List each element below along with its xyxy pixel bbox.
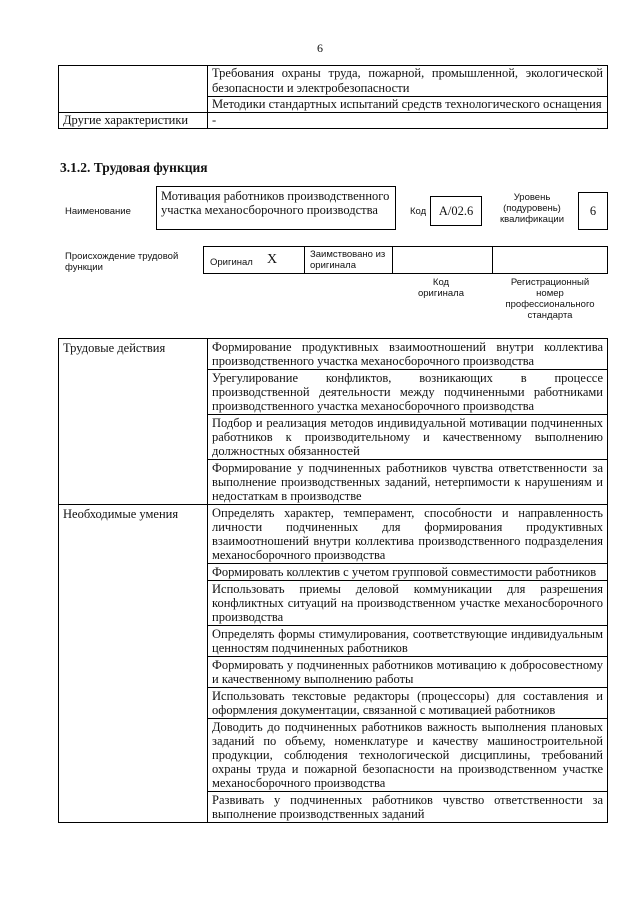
- table-cell-text: Формирование у подчиненных работников чувства ответственности за выполнение производственных заданий, нетерпимости к нарушениям и недостаткам в производстве: [208, 460, 608, 505]
- level-box: [578, 192, 608, 230]
- origin-label: Происхождение трудовой функции: [65, 251, 179, 273]
- reg-number-label: Регистрационный номер профессионального стандарта: [505, 277, 595, 321]
- table-cell-text: Подбор и реализация методов индивидуальной мотивации подчиненных работников к производительному и качественному выполнению должностных обязанностей: [208, 415, 608, 460]
- divider: [304, 247, 305, 273]
- divider: [392, 247, 393, 273]
- original-label: Оригинал: [210, 257, 253, 268]
- original-mark: X: [267, 252, 278, 267]
- borrowed-label: Заимствовано из оригинала: [310, 249, 386, 271]
- function-name-value: Мотивация работников производственного участка механосборочного производства: [161, 189, 390, 217]
- table-cell-text: Использовать приемы деловой коммуникации для разрешения конфликтных ситуаций на производственном участке механосборочного производства: [208, 581, 608, 626]
- function-code-box: [430, 196, 482, 226]
- table-row: [59, 113, 608, 129]
- code-original-label: Код оригинала: [417, 277, 464, 299]
- table-row: [59, 66, 608, 97]
- function-code-value: A/02.6: [438, 204, 474, 218]
- table-cell-text: Использовать текстовые редакторы (процессоры) для составления и оформления документации, связанной с мотивацией работников: [208, 688, 608, 719]
- table-cell-text: Урегулирование конфликтов, возникающих в процессе производственной деятельности между подчиненными работниками производственного участка механосборочного производства: [208, 370, 608, 415]
- name-label: Наименование: [65, 206, 131, 217]
- page-number: 6: [317, 41, 323, 55]
- table-cell-text: Определять характер, темперамент, способности и направленность личности подчиненных для формирования продуктивных взаимоотношений внутри коллектива производственного подразделения механосборочного производства: [208, 505, 608, 564]
- level-label: Уровень (подуровень) квалификации: [499, 192, 565, 225]
- table-cell-text: Требования охраны труда, пожарной, промышленной, экологической безопасности и электробезопасности: [208, 66, 608, 97]
- table-cell-text: Формирование продуктивных взаимоотношений внутри коллектива производственного участка механосборочного производства: [208, 339, 608, 370]
- divider: [492, 247, 493, 273]
- table-cell-text: Развивать у подчиненных работников чувство ответственности за выполнение производственных заданий: [208, 792, 608, 823]
- code-label: Код: [410, 206, 427, 217]
- table-cell-text: Формировать у подчиненных работников мотивацию к добросовестному и качественному выполнению работы: [208, 657, 608, 688]
- table-cell-text: Доводить до подчиненных работников важность выполнения плановых заданий по объему, номенклатуре и качеству машиностроительной продукции, соблюдения технологической дисциплины, требований охраны труда и пожарной безопасности на производственном участке механосборочного производства: [208, 719, 608, 792]
- table-row: [59, 505, 608, 564]
- table-cell-text: Методики стандартных испытаний средств технологического оснащения: [208, 97, 608, 113]
- table-cell-label: [59, 66, 208, 113]
- level-value: 6: [589, 204, 597, 218]
- table-row: [59, 339, 608, 370]
- table-cell-text: Определять формы стимулирования, соответствующие индивидуальным ценностям подчиненных работников: [208, 626, 608, 657]
- section-title: 3.1.2. Трудовая функция: [60, 160, 208, 175]
- table-cell-label: Другие характеристики: [59, 113, 208, 129]
- group-title: Трудовые действия: [59, 339, 208, 505]
- origin-table: [203, 246, 608, 274]
- table-cell-text: Формировать коллектив с учетом групповой совместимости работников: [208, 564, 608, 581]
- group-title: Необходимые умения: [59, 505, 208, 823]
- function-name-box: [156, 186, 396, 230]
- table-cell-text: -: [208, 113, 608, 129]
- main-table: [58, 338, 608, 823]
- top-table: [58, 65, 608, 129]
